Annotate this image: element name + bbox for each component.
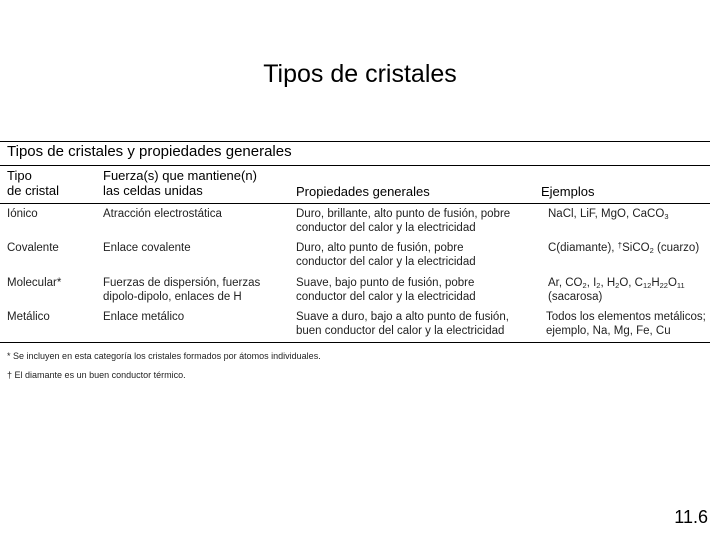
header-forces bbox=[103, 168, 257, 198]
row-examples bbox=[548, 241, 699, 255]
formula-subscript: 2 bbox=[582, 281, 587, 290]
row-forces bbox=[103, 276, 260, 304]
row-forces-line1: Fuerzas de dispersión, fuerzas bbox=[103, 277, 261, 289]
row-examples bbox=[548, 207, 668, 221]
row-examples bbox=[548, 276, 685, 304]
footnote-2 bbox=[7, 370, 186, 380]
dagger-mark: † bbox=[617, 241, 623, 250]
row-examples-part-c: (cuarzo) bbox=[656, 242, 700, 254]
row-properties-line2: buen conductor del calor y la electricidad bbox=[296, 325, 505, 337]
header-forces-line2: las celdas unidas bbox=[103, 183, 203, 198]
formula-part: , H bbox=[600, 277, 616, 289]
footnote-2-mark: † bbox=[7, 370, 13, 380]
row-properties-line1: Duro, brillante, alto punto de fusión, pobre bbox=[296, 208, 511, 220]
header-rule bbox=[0, 203, 710, 204]
row-examples-part-a: C(diamante), bbox=[548, 242, 615, 254]
row-properties-line1: Duro, alto punto de fusión, pobre bbox=[296, 242, 464, 254]
header-forces-line1: Fuerza(s) que mantiene(n) bbox=[103, 168, 257, 183]
row-examples-subscript: 3 bbox=[664, 212, 669, 221]
row-examples-line1: Todos los elementos metálicos; bbox=[546, 311, 706, 323]
formula-part: H bbox=[651, 277, 660, 289]
row-type: Covalente bbox=[7, 242, 59, 254]
table-top-rule bbox=[0, 141, 710, 142]
header-type bbox=[7, 168, 59, 198]
row-properties-line2: conductor del calor y la electricidad bbox=[296, 222, 476, 234]
row-examples-line1 bbox=[548, 276, 685, 290]
formula-part: O bbox=[667, 277, 677, 289]
row-forces: Atracción electrostática bbox=[103, 208, 222, 220]
footnote-1-text: Se incluyen en esta categoría los cristales formados por átomos individuales. bbox=[13, 351, 321, 361]
formula-subscript: 22 bbox=[659, 281, 668, 290]
table-bottom-rule bbox=[0, 342, 710, 343]
row-examples bbox=[546, 310, 706, 338]
page-number: 11.6 bbox=[674, 507, 708, 527]
row-properties-line1: Suave a duro, bajo a alto punto de fusión, bbox=[296, 311, 509, 323]
row-type: Molecular* bbox=[7, 277, 62, 289]
row-properties-line2: conductor del calor y la electricidad bbox=[296, 256, 476, 268]
table-caption: Tipos de cristales y propiedades generales bbox=[7, 143, 292, 160]
row-properties-line1: Suave, bajo punto de fusión, pobre bbox=[296, 277, 475, 289]
row-examples-part-b: SiCO bbox=[622, 242, 650, 254]
formula-subscript: 12 bbox=[642, 281, 652, 290]
row-type: Metálico bbox=[7, 311, 50, 323]
formula-part: , I bbox=[586, 277, 597, 289]
row-properties-line2: conductor del calor y la electricidad bbox=[296, 291, 476, 303]
row-forces: Enlace covalente bbox=[103, 242, 191, 254]
formula-subscript: 11 bbox=[676, 281, 685, 290]
footnote-1-mark: * bbox=[7, 351, 11, 361]
row-examples-text: NaCl, LiF, MgO, CaCO bbox=[548, 208, 665, 220]
row-properties bbox=[296, 276, 476, 304]
slide-title: Tipos de cristales bbox=[263, 60, 457, 88]
row-examples-line2: (sacarosa) bbox=[548, 291, 603, 303]
row-properties bbox=[296, 207, 510, 235]
row-examples-line2: ejemplo, Na, Mg, Fe, Cu bbox=[546, 325, 671, 337]
row-type: Iónico bbox=[7, 208, 38, 220]
row-forces-line2: dipolo-dipolo, enlaces de H bbox=[103, 291, 242, 303]
footnote-1 bbox=[7, 351, 321, 361]
formula-part: O, C bbox=[619, 277, 643, 289]
header-properties: Propiedades generales bbox=[296, 184, 430, 199]
formula-subscript: 2 bbox=[596, 281, 601, 290]
header-type-line1: Tipo bbox=[7, 168, 32, 183]
row-properties bbox=[296, 310, 509, 338]
formula-part: Ar, CO bbox=[548, 277, 583, 289]
caption-rule bbox=[0, 165, 710, 166]
header-examples: Ejemplos bbox=[541, 184, 595, 199]
footnote-2-text: El diamante es un buen conductor térmico. bbox=[14, 370, 186, 380]
row-properties bbox=[296, 241, 476, 269]
row-examples-subscript: 2 bbox=[649, 246, 654, 255]
row-forces: Enlace metálico bbox=[103, 311, 185, 323]
formula-subscript: 2 bbox=[615, 281, 620, 290]
header-type-line2: de cristal bbox=[7, 183, 60, 198]
